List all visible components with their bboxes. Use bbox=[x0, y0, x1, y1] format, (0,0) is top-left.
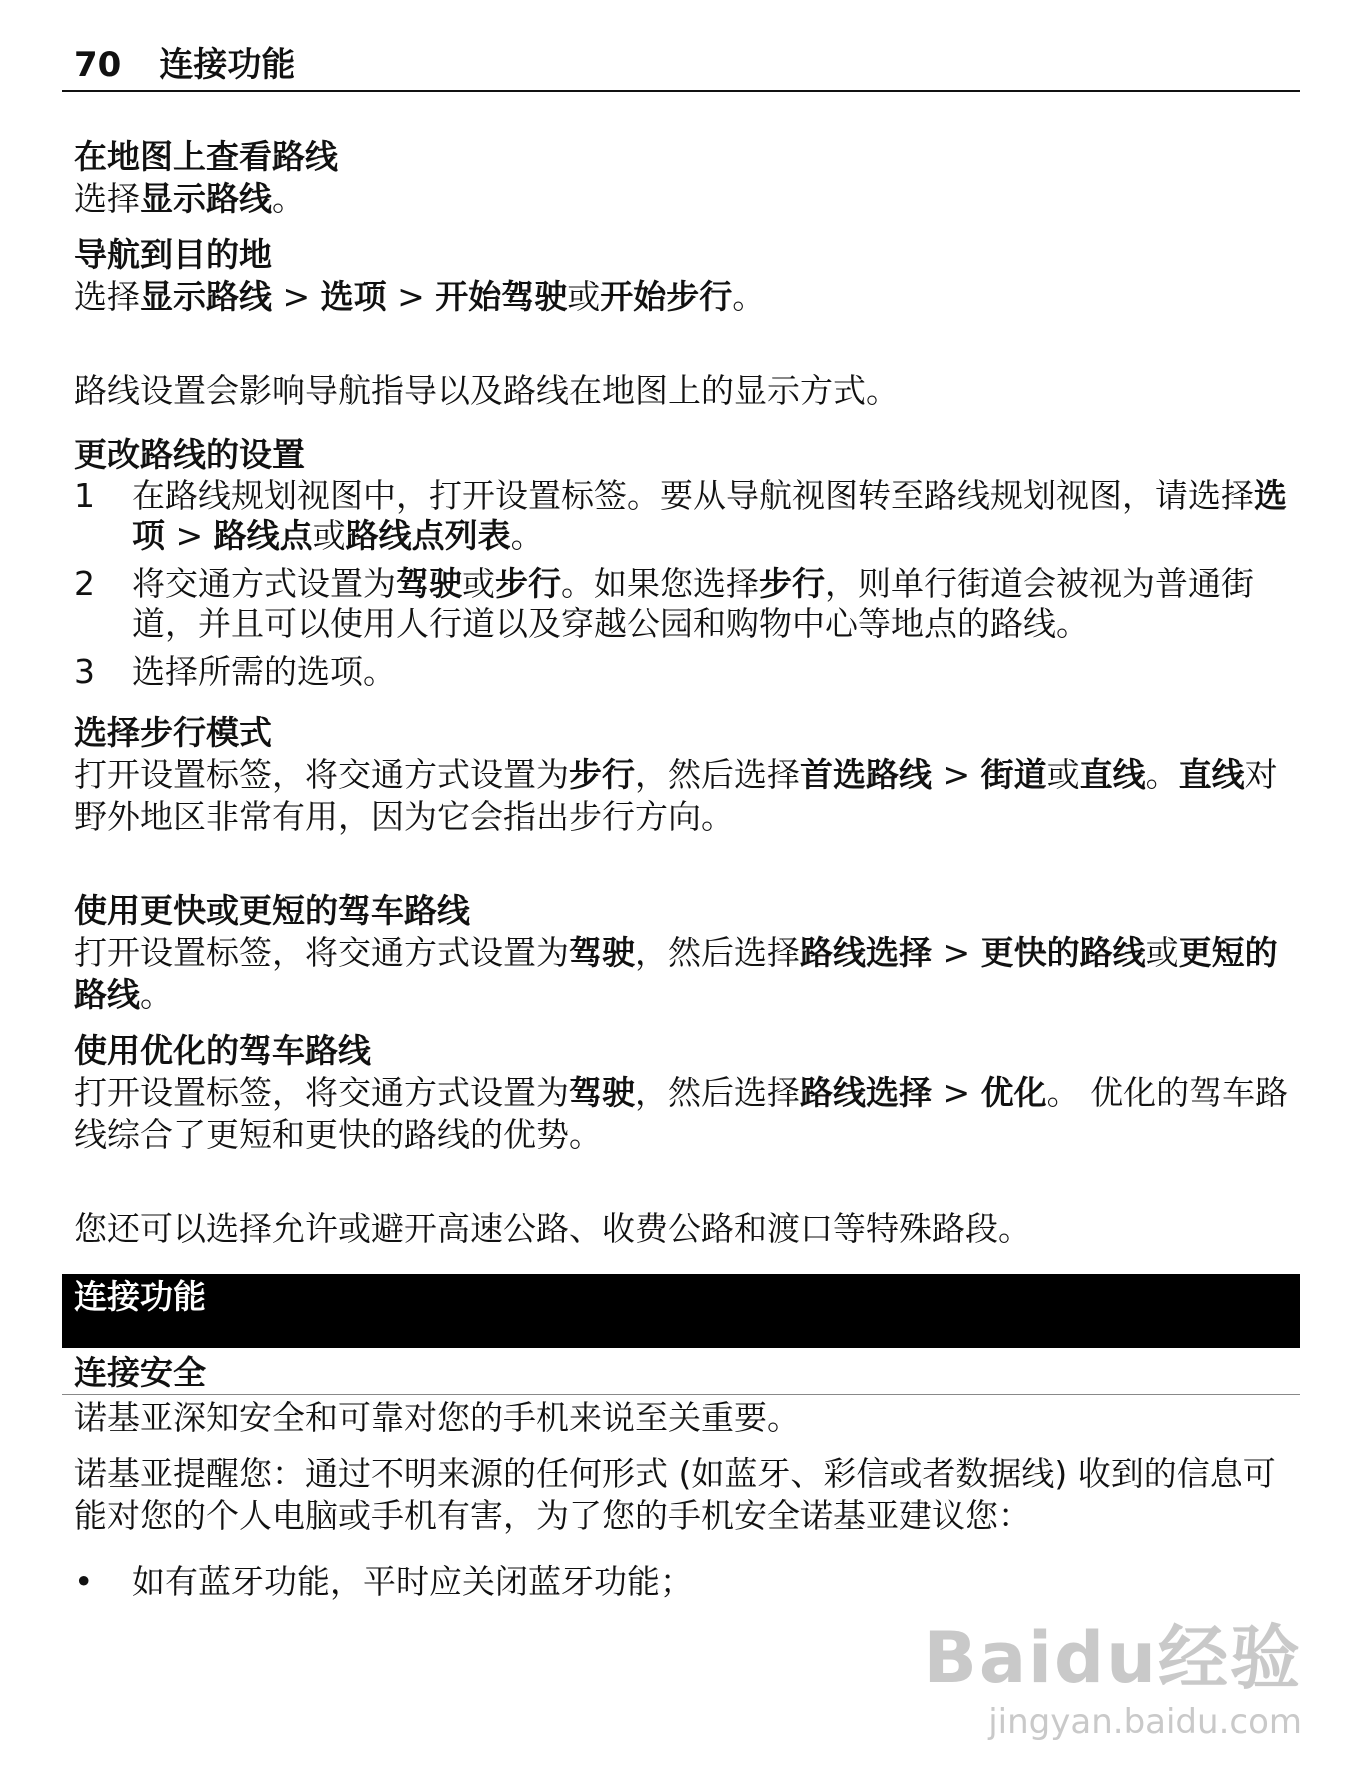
watermark-logo: Baidu经验 bbox=[923, 1617, 1302, 1699]
bullet-item bbox=[74, 1561, 1300, 1603]
bullet-symbol: • bbox=[74, 1562, 94, 1601]
heading-faster-shorter: 使用更快或更短的驾车路线 bbox=[74, 891, 470, 930]
heading-walk-mode: 选择步行模式 bbox=[74, 713, 272, 752]
document-page bbox=[62, 42, 1300, 1603]
watermark-url: jingyan.baidu.com bbox=[988, 1702, 1302, 1742]
heading-optimized: 使用优化的驾车路线 bbox=[74, 1031, 371, 1070]
para-route-settings-intro: 路线设置会影响导航指导以及路线在地图上的显示方式。 bbox=[74, 371, 899, 410]
running-header bbox=[62, 42, 1300, 88]
heading-change-settings: 更改路线的设置 bbox=[74, 435, 305, 474]
para-faster-shorter: 打开设置标签，将交通方式设置为驾驶，然后选择路线选择 > 更快的路线或更短的路线。 bbox=[74, 933, 1278, 1014]
para-walk-mode: 打开设置标签，将交通方式设置为步行，然后选择首选路线 > 街道或直线。直线对野外地区非常有用，因为它会指出步行方向。 bbox=[74, 755, 1278, 836]
chapter-title: 连接功能 bbox=[159, 45, 296, 85]
para-view-route: 选择显示路线。 bbox=[74, 179, 305, 218]
para-optimized: 打开设置标签，将交通方式设置为驾驶，然后选择路线选择 > 优化。 优化的驾车路线综合了更短和更快的路线的优势。 bbox=[74, 1073, 1289, 1154]
heading-connection-security: 连接安全 bbox=[74, 1353, 206, 1392]
section-title: 连接功能 bbox=[74, 1277, 206, 1316]
list-item: 3 选择所需的选项。 bbox=[74, 652, 396, 691]
para-special-roads: 您还可以选择允许或避开高速公路、收费公路和渡口等特殊路段。 bbox=[74, 1209, 1031, 1248]
bullet-text: 如有蓝牙功能，平时应关闭蓝牙功能； bbox=[132, 1562, 693, 1601]
section-title-bar bbox=[62, 1274, 1300, 1348]
steps-list bbox=[74, 476, 1300, 692]
para-navigate: 选择显示路线 > 选项 > 开始驾驶或开始步行。 bbox=[74, 277, 766, 316]
heading-view-route: 在地图上查看路线 bbox=[74, 137, 338, 176]
list-item: 1 在路线规划视图中，打开设置标签。要从导航视图转至路线规划视图，请选择选项 > 路线点或路线点列表。 bbox=[74, 476, 1287, 555]
para-nokia-advice: 诺基亚提醒您：通过不明来源的任何形式 (如蓝牙、彩信或者数据线) 收到的信息可能对您的个人电脑或手机有害，为了您的手机安全诺基亚建议您： bbox=[74, 1454, 1276, 1535]
watermark bbox=[923, 1617, 1302, 1742]
list-item: 2 将交通方式设置为驾驶或步行。如果您选择步行，则单行街道会被视为普通街道，并且可以使用人行道以及穿越公园和购物中心等地点的路线。 bbox=[74, 564, 1254, 643]
heading-navigate: 导航到目的地 bbox=[74, 235, 272, 274]
para-nokia-security: 诺基亚深知安全和可靠对您的手机来说至关重要。 bbox=[74, 1398, 800, 1437]
subheading-rule bbox=[62, 1394, 1300, 1395]
page-number: 70 bbox=[74, 45, 122, 85]
